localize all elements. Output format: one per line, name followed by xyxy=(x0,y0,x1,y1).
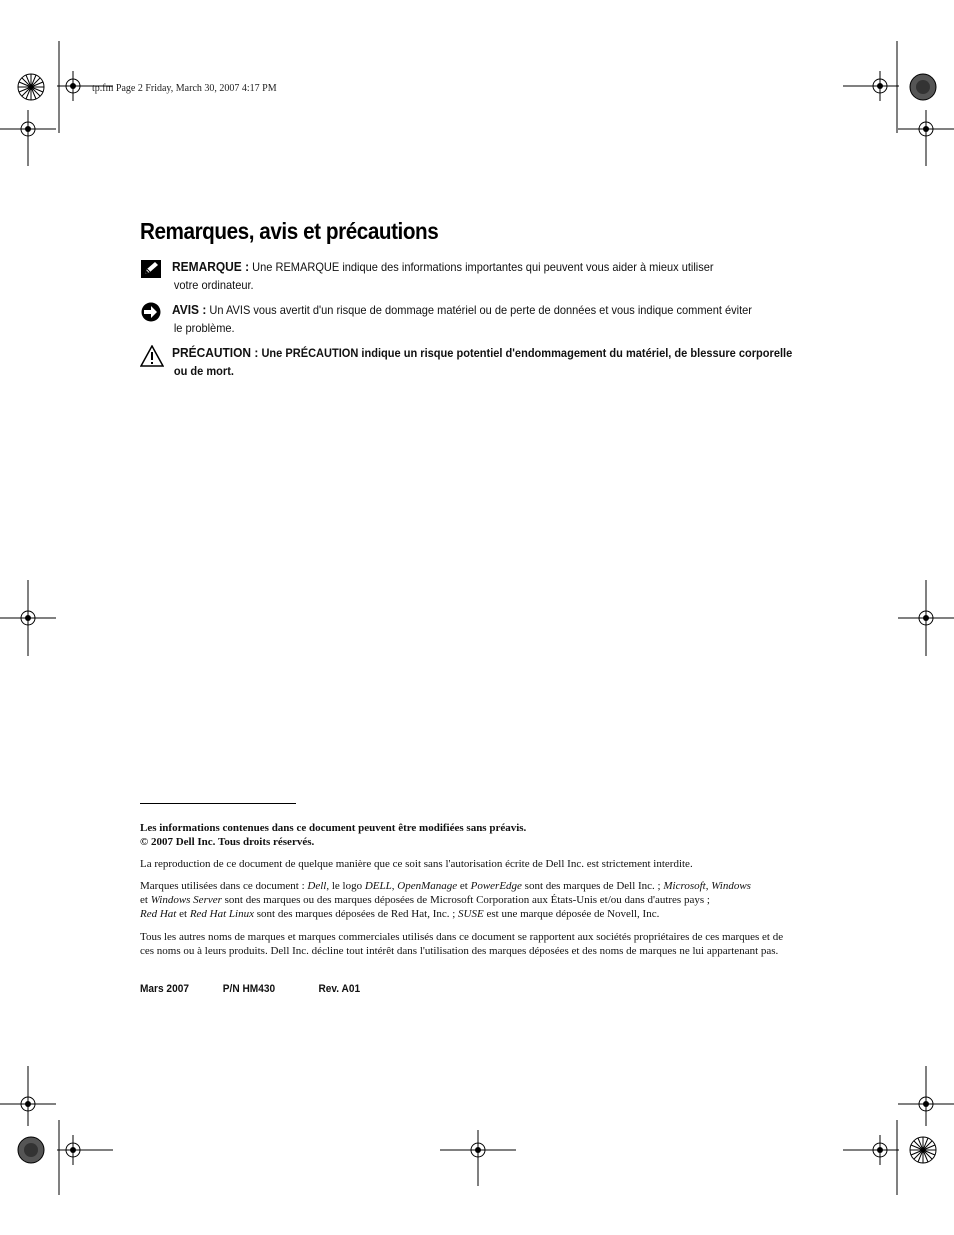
pencil-note-icon xyxy=(140,259,162,279)
print-header-info: tp.fm Page 2 Friday, March 30, 2007 4:17 PM xyxy=(92,83,277,94)
notice-label: REMARQUE : xyxy=(172,259,250,274)
footer-part-number: P/N HM430 xyxy=(222,983,276,995)
registration-mark-right-upper xyxy=(898,110,954,166)
registration-mark-top-right xyxy=(843,41,899,133)
trademark-name: Red Hat xyxy=(140,908,177,920)
registration-mark-top-left xyxy=(57,41,113,133)
notice-text-continued: votre ordinateur. xyxy=(173,278,254,292)
notice-label: AVIS : xyxy=(172,302,207,317)
trademark-text: est une marque déposée de Novell, Inc. xyxy=(483,908,660,920)
other-trademarks-paragraph xyxy=(140,930,850,958)
trademark-name: DELL xyxy=(364,880,392,892)
registration-mark-right-middle xyxy=(898,580,954,656)
reproduction-notice: La reproduction de ce document de quelque manière que ce soit sans l'autorisation écrite de Dell Inc. est strictement interdite. xyxy=(140,858,693,870)
registration-mark-bottom-right xyxy=(843,1120,899,1195)
trademark-name: Microsoft xyxy=(663,880,706,892)
notice-text-continued: le problème. xyxy=(173,321,235,335)
trademark-text: , xyxy=(705,880,712,892)
trademark-text: et xyxy=(140,894,151,906)
registration-mark-bottom-center xyxy=(440,1130,516,1186)
notice-label: PRÉCAUTION : xyxy=(172,345,259,360)
legal-notice-line: Les informations contenues dans ce document peuvent être modifiées sans préavis. xyxy=(140,822,527,834)
registration-mark-bottom-left xyxy=(57,1120,113,1195)
trademark-text: , le logo xyxy=(326,880,365,892)
trademark-name: Windows Server xyxy=(150,894,222,906)
color-wheel-mark-bottom-right xyxy=(909,1136,937,1164)
footer-revision: Rev. A01 xyxy=(318,983,361,995)
document-footer xyxy=(140,983,360,995)
trademarks-paragraph xyxy=(140,879,850,921)
notice-text-continued: ou de mort. xyxy=(173,364,234,378)
copyright-line: © 2007 Dell Inc. Tous droits réservés. xyxy=(140,836,315,848)
trademark-name: PowerEdge xyxy=(470,880,522,892)
other-trademarks-line: ces noms ou à leurs produits. Dell Inc. décline tout intérêt dans l'utilisation des marques déposées et des noms de marques ne lui appartenant pas. xyxy=(140,945,779,957)
registration-mark-left-lower xyxy=(0,1066,56,1126)
trademark-text: sont des marques ou des marques déposées de Microsoft Corporation aux États-Unis et/ou dans d'autres pays ; xyxy=(221,894,710,906)
trademark-name: OpenManage xyxy=(397,880,458,892)
notice-text: Une REMARQUE indique des informations importantes qui peuvent vous aider à mieux utiliser xyxy=(249,260,714,274)
trademark-name: Red Hat Linux xyxy=(189,908,254,920)
arrow-circle-icon xyxy=(140,302,162,322)
color-wheel-mark-bottom-left xyxy=(17,1136,45,1164)
notice-text: Une PRÉCAUTION indique un risque potentiel d'endommagement du matériel, de blessure corporelle xyxy=(258,346,793,360)
page-title: Remarques, avis et précautions xyxy=(140,218,439,244)
trademark-text: , xyxy=(391,880,398,892)
other-trademarks-line: Tous les autres noms de marques et marques commerciales utilisés dans ce document se rapportent aux sociétés propriétaires de ces marques et de xyxy=(140,931,784,943)
trademark-text: sont des marques déposées de Red Hat, Inc. ; xyxy=(253,908,459,920)
trademark-text: et xyxy=(457,880,471,892)
color-wheel-mark-top-right xyxy=(909,73,937,101)
trademark-name: Windows xyxy=(711,880,751,892)
registration-mark-left-middle xyxy=(0,580,56,656)
footer-date: Mars 2007 xyxy=(140,983,189,995)
separator-rule xyxy=(140,803,296,804)
warning-triangle-icon xyxy=(140,345,162,365)
trademark-text: Marques utilisées dans ce document : xyxy=(140,880,308,892)
legal-notice xyxy=(140,821,850,849)
color-wheel-mark-top-left xyxy=(17,73,45,101)
notice-avis xyxy=(140,301,845,337)
trademark-text: sont des marques de Dell Inc. ; xyxy=(521,880,664,892)
trademark-name: Dell xyxy=(307,880,327,892)
trademark-name: SUSE xyxy=(458,908,484,920)
notice-precaution xyxy=(140,344,845,380)
registration-mark-right-lower xyxy=(898,1066,954,1126)
notice-remarque xyxy=(140,258,845,294)
trademark-text: et xyxy=(176,908,190,920)
registration-mark-left-upper xyxy=(0,110,56,166)
notice-text: Un AVIS vous avertit d'un risque de dommage matériel ou de perte de données et vous indique comment éviter xyxy=(206,303,752,317)
